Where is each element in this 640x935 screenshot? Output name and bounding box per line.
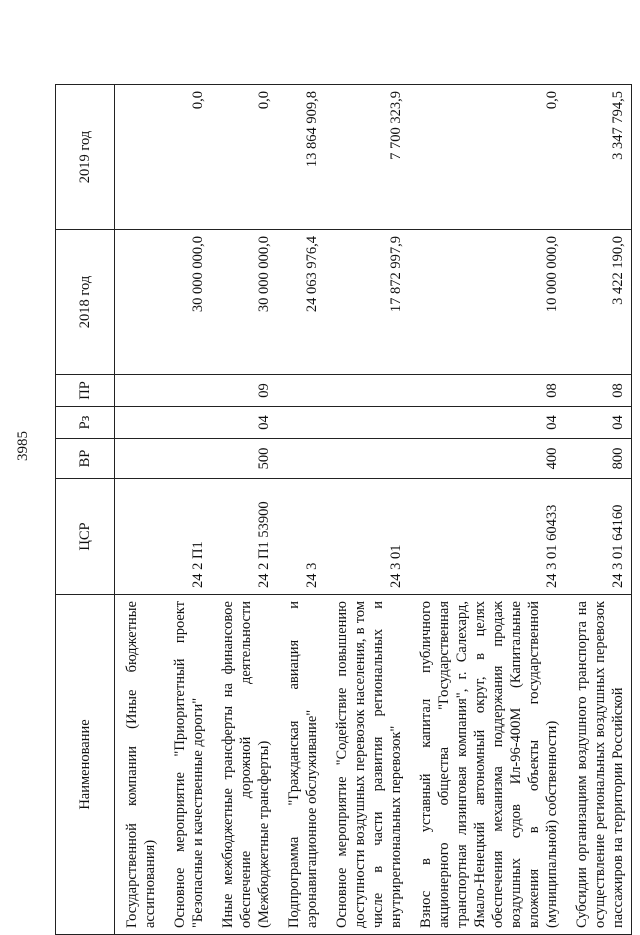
row-2018: 17 872 997,9 xyxy=(325,230,409,375)
row-rz: 04 xyxy=(409,407,565,439)
row-name: Основное мероприятие "Приоритетный проект "Безопасные и качественные дороги" xyxy=(163,595,211,935)
row-rz xyxy=(163,407,211,439)
row-2019: 0,0 xyxy=(409,85,565,230)
row-csr: 24 2 П1 xyxy=(163,479,211,595)
row-pr: 08 xyxy=(409,375,565,407)
row-csr: 24 3 xyxy=(277,479,325,595)
header-rz: Рз xyxy=(56,407,115,439)
row-2019: 3 347 794,5 xyxy=(565,85,632,230)
row-csr xyxy=(115,479,164,595)
row-csr: 24 2 П1 53900 xyxy=(211,479,277,595)
row-name: Основное мероприятие "Содействие повышению доступности воздушных перевозок населения, в том числе в части развития региональных и внутрирегиональных перевозок" xyxy=(325,595,409,935)
row-name: Взнос в уставный капитал публичного акционерного общества "Государственная транспортная лизинговая компания", г. Салехард, Ямало-Ненецкий автономный округ, в целях обеспечения механизма поддержания продаж воздушных судов Ил-96-400М (Капитальные вложения в объекты государственной (муниципальной) собственности) xyxy=(409,595,565,935)
row-vr xyxy=(325,439,409,479)
row-2019 xyxy=(115,85,164,230)
row-2018: 30 000 000,0 xyxy=(163,230,211,375)
row-name: Подпрограмма "Гражданская авиация и аэронавигационное обслуживание" xyxy=(277,595,325,935)
page-number: 3985 xyxy=(15,431,31,461)
row-2018: 30 000 000,0 xyxy=(211,230,277,375)
row-2019: 13 864 909,8 xyxy=(277,85,325,230)
row-2019: 7 700 323,9 xyxy=(325,85,409,230)
row-vr xyxy=(163,439,211,479)
header-vr: ВР xyxy=(56,439,115,479)
row-2019: 0,0 xyxy=(163,85,211,230)
row-vr: 500 xyxy=(211,439,277,479)
row-pr: 08 xyxy=(565,375,632,407)
table-row xyxy=(277,85,325,935)
budget-table xyxy=(55,84,632,935)
table-row xyxy=(211,85,277,935)
table-header-row xyxy=(56,85,115,935)
table-row xyxy=(163,85,211,935)
row-name: Иные межбюджетные трансферты на финансовое обеспечение дорожной деятельности (Межбюджетные трансферты) xyxy=(211,595,277,935)
table-row xyxy=(115,85,164,935)
row-pr: 09 xyxy=(211,375,277,407)
row-csr: 24 3 01 xyxy=(325,479,409,595)
table-row xyxy=(325,85,409,935)
row-name: Государственной компании (Иные бюджетные ассигнования) xyxy=(115,595,164,935)
header-csr: ЦСР xyxy=(56,479,115,595)
header-name: Наименование xyxy=(56,595,115,935)
row-rz xyxy=(115,407,164,439)
table-row xyxy=(565,85,632,935)
row-vr xyxy=(277,439,325,479)
row-csr: 24 3 01 60433 xyxy=(409,479,565,595)
row-vr: 800 xyxy=(565,439,632,479)
row-pr xyxy=(163,375,211,407)
table-row xyxy=(409,85,565,935)
row-pr xyxy=(277,375,325,407)
row-2018 xyxy=(115,230,164,375)
header-2019: 2019 год xyxy=(56,85,115,230)
row-rz xyxy=(325,407,409,439)
row-name: Субсидии организациям воздушного транспорта на осуществление региональных воздушных перевозок пассажиров на территории Российской xyxy=(565,595,632,935)
row-2018: 10 000 000,0 xyxy=(409,230,565,375)
row-vr xyxy=(115,439,164,479)
row-2019: 0,0 xyxy=(211,85,277,230)
row-pr xyxy=(325,375,409,407)
header-pr: ПР xyxy=(56,375,115,407)
row-csr: 24 3 01 64160 xyxy=(565,479,632,595)
row-rz: 04 xyxy=(211,407,277,439)
budget-table-container xyxy=(55,85,626,935)
row-rz: 04 xyxy=(565,407,632,439)
row-pr xyxy=(115,375,164,407)
row-2018: 24 063 976,4 xyxy=(277,230,325,375)
header-2018: 2018 год xyxy=(56,230,115,375)
row-2018: 3 422 190,0 xyxy=(565,230,632,375)
row-vr: 400 xyxy=(409,439,565,479)
row-rz xyxy=(277,407,325,439)
